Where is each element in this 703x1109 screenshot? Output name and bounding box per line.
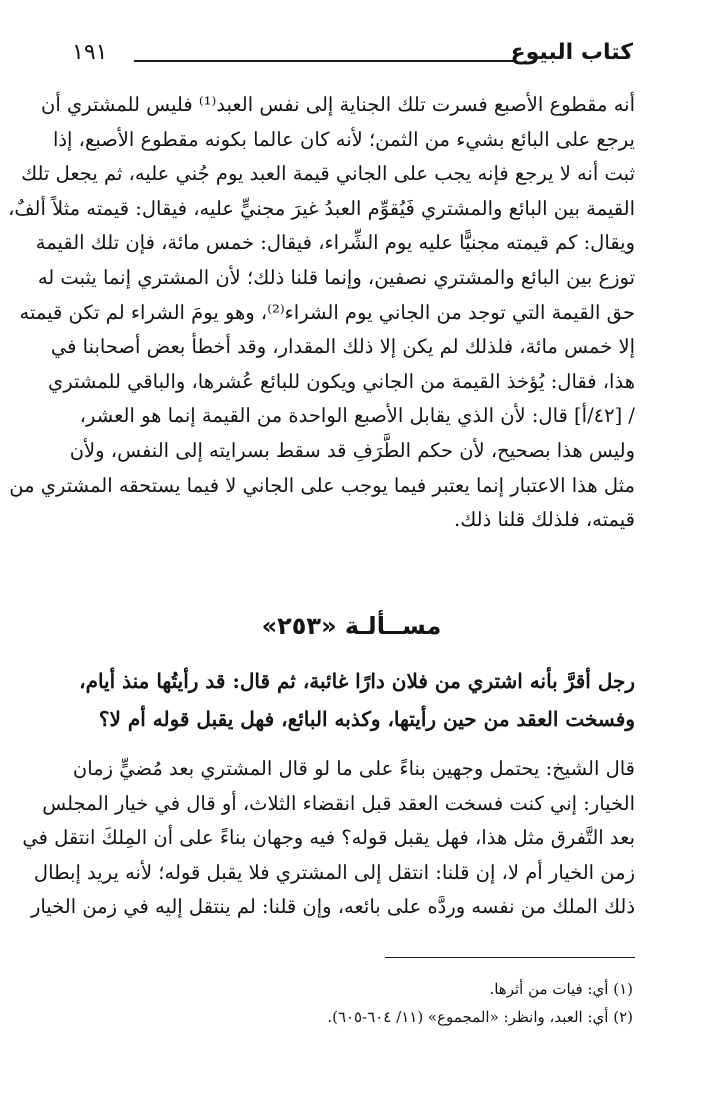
text-line: وليس هذا بصحيح، لأن حكم الطَّرَفِ قد سقط بسرايته إلى النفس، ولأن [69,438,635,462]
text-line: حق القيمة التي توجد من الجاني يوم الشراء⁽²⁾، وهو يومَ الشراء لم تكن قيمته [19,300,635,324]
footnote-divider [385,957,635,958]
footnote: (١) أي: فيات من أثرها. [489,980,633,998]
text-line: مثل هذا الاعتبار إنما يعتبر فيما يوجب على الجاني لا فيما يستحقه المشتري من [9,473,635,497]
text-line: يرجع على البائع بشيء من الثمن؛ لأنه كان عالما بكونه مقطوع الأصبع، إذا [52,127,635,151]
main-text [8,88,635,538]
footnote: (٢) أي: العبد، وانظر: «المجموع» (١١/ ٦٠٤-٦٠٥). [327,1008,633,1026]
question-line: رجل أقرَّ بأنه اشتري من فلان دارًا غائبة، ثم قال: قد رأيتُها منذ أيام، [79,669,635,693]
page-number: ١٩١ [72,40,108,65]
text-line: توزع بين البائع والمشتري نصفين، وإنما قلنا ذلك؛ لأن المشتري إنما يثبت له [37,265,635,289]
text-line: القيمة بين البائع والمشتري فَيُقوِّم العبدُ غيرَ مجنيٍّ عليه، فيقال: قيمته مثلاً ألفٌ، [8,196,635,220]
question-text [72,662,635,738]
text-line: ثبت أنه لا يرجع فإنه يجب على الجاني قيمة العبد يوم جُني عليه، ثم يجعل تلك [21,162,635,186]
question-line: وفسخت العقد من حين رأيتها، وكذبه البائع، فهل يقبل قوله أم لا؟ [98,707,635,731]
footnotes [100,975,633,1031]
text-line: قيمته، فلذلك قلنا ذلك. [454,508,635,532]
running-header [72,38,633,78]
text-line: / [٤٢/أ] قال: لأن الذي يقابل الأصبع الواحدة من القيمة إنما هو العشر، [79,404,635,428]
text-line: هذا، فقال: يُؤخذ القيمة من الجاني ويكون للبائع عُشرها، والباقي للمشتري [47,369,635,393]
answer-line: قال الشيخ: يحتمل وجهين بناءً على ما لو قال المشتري بعد مُضيٍّ زمان [72,757,635,780]
answer-line: بعد التَّفرق مثل هذا، فهل يقبل قوله؟ فيه وجهان بناءً على أن المِلكَ انتقل في [22,826,635,850]
book-title: كتاب البيوع [510,40,633,65]
section-heading: مســألـة «٢٥٣» [261,612,442,640]
text-line: أنه مقطوع الأصبع فسرت تلك الجناية إلى نفس العبد⁽¹⁾ فليس للمشتري أن [41,93,635,116]
answer-line: ذلك الملك من نفسه وردَّه على بائعه، وإن قلنا: لم ينتقل إليه في زمن الخيار [30,895,635,919]
text-line: ويقال: كم قيمته مجنيًّا عليه يوم الشِّراء، فيقال: خمس مائة، فإن تلك القيمة [35,231,635,255]
answer-line: زمن الخيار أم لا، إن قلنا: انتقل إلى المشتري فلا يقبل قوله؛ لأنه يريد إبطال [33,860,635,884]
header-rule [134,60,515,62]
answer-line: الخيار: إني كنت فسخت العقد قبل انقضاء الثلاث، أو قال في خيار المجلس [42,791,635,815]
answer-text [22,752,635,925]
text-line: إلا خمس مائة، فلذلك لم يكن إلا ذلك المقدار، وقد أخطأ بعض أصحابنا في [50,335,635,359]
